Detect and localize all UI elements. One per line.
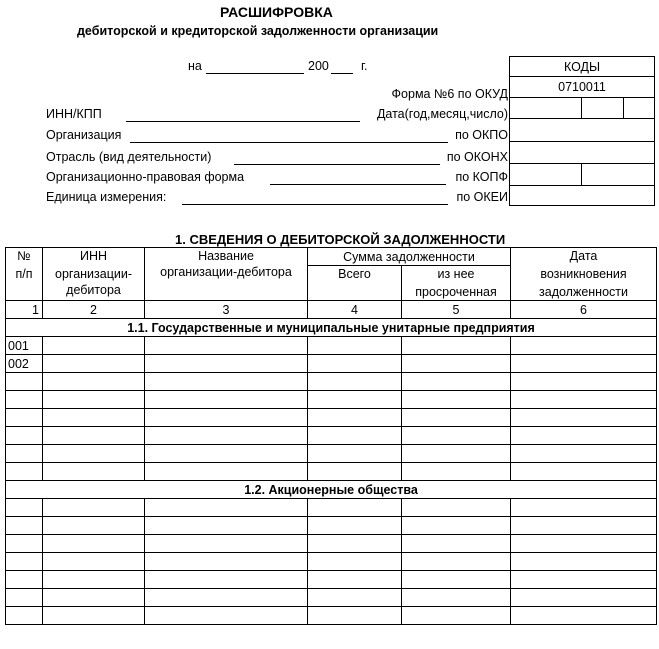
col-number: 3 (145, 301, 308, 319)
col-num-header (6, 248, 43, 301)
table-row[interactable] (6, 391, 657, 409)
table-row[interactable] (6, 607, 657, 625)
column-number-row (6, 301, 657, 319)
okonh-label: по ОКОНХ (446, 150, 508, 164)
col-inn-header-c: дебитора (66, 283, 121, 297)
section1-title: 1. СВЕДЕНИЯ О ДЕБИТОРСКОЙ ЗАДОЛЖЕННОСТИ (175, 232, 506, 247)
table-row[interactable] (6, 589, 657, 607)
branch-field[interactable] (234, 164, 440, 165)
col-name-header (145, 248, 308, 301)
col-sum-total-header: Всего (308, 266, 402, 301)
table-row[interactable] (6, 517, 657, 535)
table-row[interactable] (6, 571, 657, 589)
branch-label: Отрасль (вид деятельности) (46, 150, 212, 164)
col-inn-header-b: организации- (55, 267, 132, 281)
kopf-label: по КОПФ (455, 170, 508, 184)
date-code-label: Дата(год,месяц,число) (376, 107, 508, 121)
table-row[interactable] (6, 445, 657, 463)
col-name-header-a: Название (198, 249, 254, 263)
organization-field[interactable] (130, 142, 448, 143)
codes-box (509, 56, 655, 206)
document-subtitle: дебиторской и кредиторской задолженности организации (77, 24, 439, 38)
row-code: 001 (6, 337, 43, 355)
organization-label: Организация (46, 128, 122, 142)
subsection1-title: 1.1. Государственные и муниципальные унитарные предприятия (6, 319, 657, 337)
col-sum-overdue-header-a: из нее (437, 267, 475, 281)
date-code-cells[interactable] (510, 97, 654, 117)
unit-field[interactable] (182, 204, 448, 205)
date-suffix: г. (361, 59, 368, 73)
table-row[interactable] (6, 427, 657, 445)
receivables-table (5, 247, 657, 625)
date-year-field[interactable] (331, 73, 353, 74)
legal-form-label: Организационно-правовая форма (46, 170, 245, 184)
col-num-header-a: № (17, 249, 31, 263)
col-date-header-c: задолженности (539, 285, 628, 299)
col-number: 1 (6, 301, 43, 319)
col-date-header (511, 248, 657, 301)
subsection2-title: 1.2. Акционерные общества (6, 481, 657, 499)
row-code: 002 (6, 355, 43, 373)
inn-kpp-label: ИНН/КПП (46, 107, 102, 121)
table-row[interactable] (6, 355, 657, 373)
okei-label: по ОКЕИ (456, 190, 508, 204)
table-row[interactable] (6, 535, 657, 553)
date-day-month-field[interactable] (206, 73, 304, 74)
col-name-header-b: организации-дебитора (160, 265, 292, 279)
date-prefix: на (188, 59, 202, 73)
col-date-header-b: возникновения (540, 267, 627, 281)
legal-form-field[interactable] (270, 184, 446, 185)
date-year-prefix: 200 (308, 59, 329, 73)
okpo-label: по ОКПО (455, 128, 508, 142)
codes-heading: КОДЫ (563, 60, 601, 74)
col-date-header-a: Дата (569, 249, 598, 263)
col-number: 4 (308, 301, 402, 319)
table-row[interactable] (6, 463, 657, 481)
table-row[interactable] (6, 409, 657, 427)
table-row[interactable] (6, 337, 657, 355)
inn-kpp-field[interactable] (126, 121, 360, 122)
unit-label: Единица измерения: (46, 190, 167, 204)
table-row[interactable] (6, 553, 657, 571)
col-number: 6 (511, 301, 657, 319)
col-sum-overdue-header-b: просроченная (415, 285, 497, 299)
col-sum-group-header: Сумма задолженности (308, 248, 511, 266)
document-title: РАСШИФРОВКА (220, 4, 333, 20)
table-row[interactable] (6, 373, 657, 391)
form-okud-label: Форма №6 по ОКУД (391, 87, 508, 101)
col-num-header-b: п/п (15, 267, 33, 281)
col-inn-header-a: ИНН (79, 249, 108, 263)
col-sum-overdue-header (402, 266, 511, 301)
col-number: 5 (402, 301, 511, 319)
col-number: 2 (43, 301, 145, 319)
col-inn-header (43, 248, 145, 301)
table-row[interactable] (6, 499, 657, 517)
okud-code-value: 0710011 (558, 80, 606, 94)
